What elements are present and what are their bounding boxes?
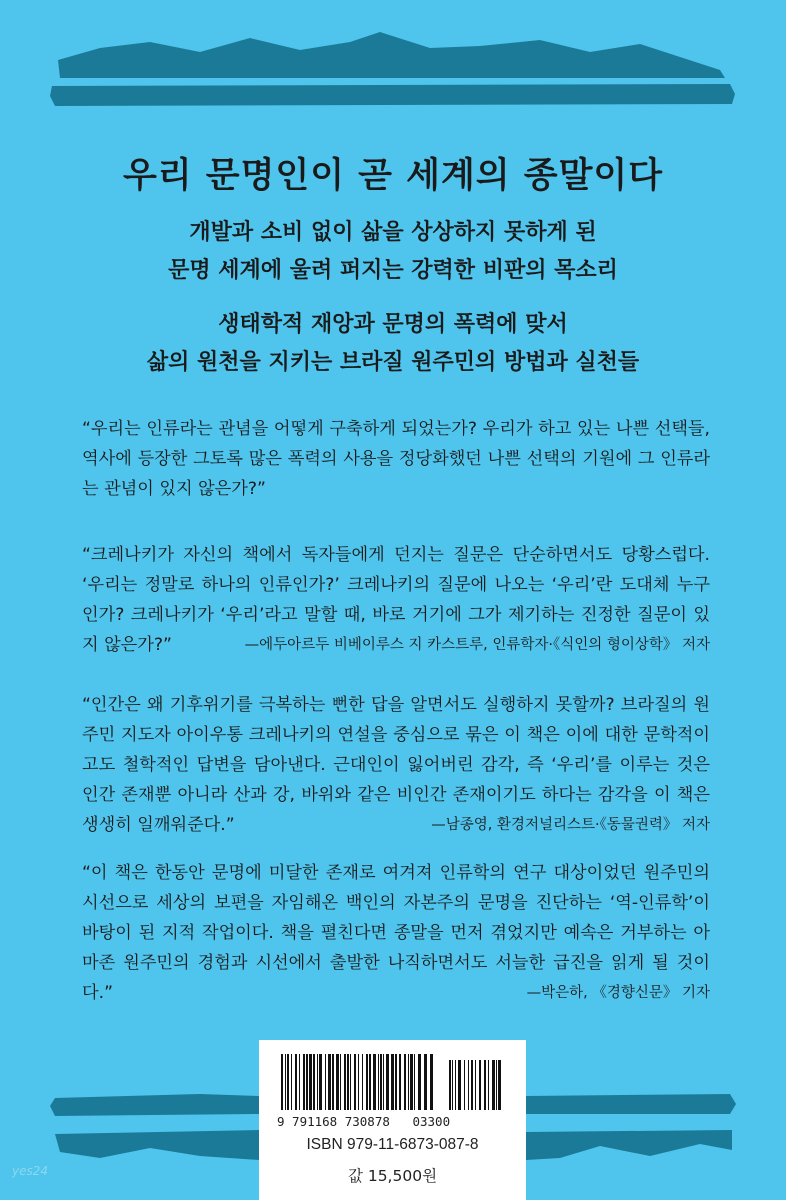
- subhead-2-line-2: 삶의 원천을 지키는 브라질 원주민의 방법과 실천들: [146, 350, 640, 375]
- quote-4-attribution: —박은하, 《경향신문》 기자: [526, 985, 710, 1001]
- headline: 우리 문명인이 곧 세계의 종말이다: [122, 156, 664, 196]
- barcode-label: [259, 1040, 526, 1200]
- quote-3: [82, 690, 710, 840]
- subhead-2: [0, 306, 786, 382]
- price-label: 값 15,500원: [347, 1167, 438, 1185]
- quote-1: [82, 414, 710, 504]
- top-wave-pattern: [0, 30, 786, 120]
- watermark: yes24: [12, 1164, 49, 1178]
- quote-2-attribution: —에두아르두 비베이루스 지 카스트루, 인류학자·《식인의 형이상학》 저자: [244, 637, 710, 653]
- subhead-1-line-1: 개발과 소비 없이 삶을 상상하지 못하게 된: [189, 220, 597, 245]
- quote-2-text: “크레나키가 자신의 책에서 독자들에게 던지는 질문은 단순하면서도 당황스럽다. ‘우리는 정말로 하나의 인류인가?’ 크레나키의 질문에 나오는 ‘우리’란 도대체 누구인가? 크레나키가 ‘우리’라고 말할 때, 바로 거기에 그가 제기하는 진정한 질문이 있지 않은가?”: [82, 545, 710, 655]
- barcode-bars: [281, 1054, 503, 1110]
- subhead-1: [0, 214, 786, 290]
- subhead-1-line-2: 문명 세계에 울려 퍼지는 강력한 비판의 목소리: [168, 258, 618, 283]
- quote-4-text: “이 책은 한동안 문명에 미달한 존재로 여겨져 인류학의 연구 대상이었던 원주민의 시선으로 세상의 보편을 자임해온 백인의 자본주의 문명을 진단하는 ‘역-인류학’이 바탕이 된 지적 작업이다. 책을 펼친다면 종말을 먼저 겪었지만 예속은 거부하는 아마존 원주민의 경험과 시선에서 출발한 나직하면서도 서늘한 급진을 읽게 될 것이다.”: [82, 863, 710, 1003]
- quote-3-attribution: —남종영, 환경저널리스트·《동물권력》 저자: [431, 817, 710, 833]
- quote-3-text: “인간은 왜 기후위기를 극복하는 뻔한 답을 알면서도 실행하지 못할까? 브라질의 원주민 지도자 아이우통 크레나키의 연설을 중심으로 묶은 이 책은 이에 대한 문학적이고도 철학적인 답변을 담아낸다. 근대인이 잃어버린 감각, 즉 ‘우리’를 이루는 것은 인간 존재뿐 아니라 산과 강, 바위와 같은 비인간 존재이기도 하다는 감각을 이 책은 생생히 일깨워준다.”: [82, 695, 710, 835]
- quote-4: [82, 858, 710, 1008]
- quote-1-text: “우리는 인류라는 관념을 어떻게 구축하게 되었는가? 우리가 하고 있는 나쁜 선택들, 역사에 등장한 그토록 많은 폭력의 사용을 정당화했던 나쁜 선택의 기원에 그 인류라는 관념이 있지 않은가?”: [82, 419, 710, 499]
- barcode-digits: 9 791168 730878 03300: [277, 1114, 451, 1129]
- quote-2: [82, 540, 710, 660]
- subhead-2-line-1: 생태학적 재앙과 문명의 폭력에 맞서: [218, 312, 568, 337]
- isbn-number: ISBN 979-11-6873-087-8: [306, 1136, 479, 1153]
